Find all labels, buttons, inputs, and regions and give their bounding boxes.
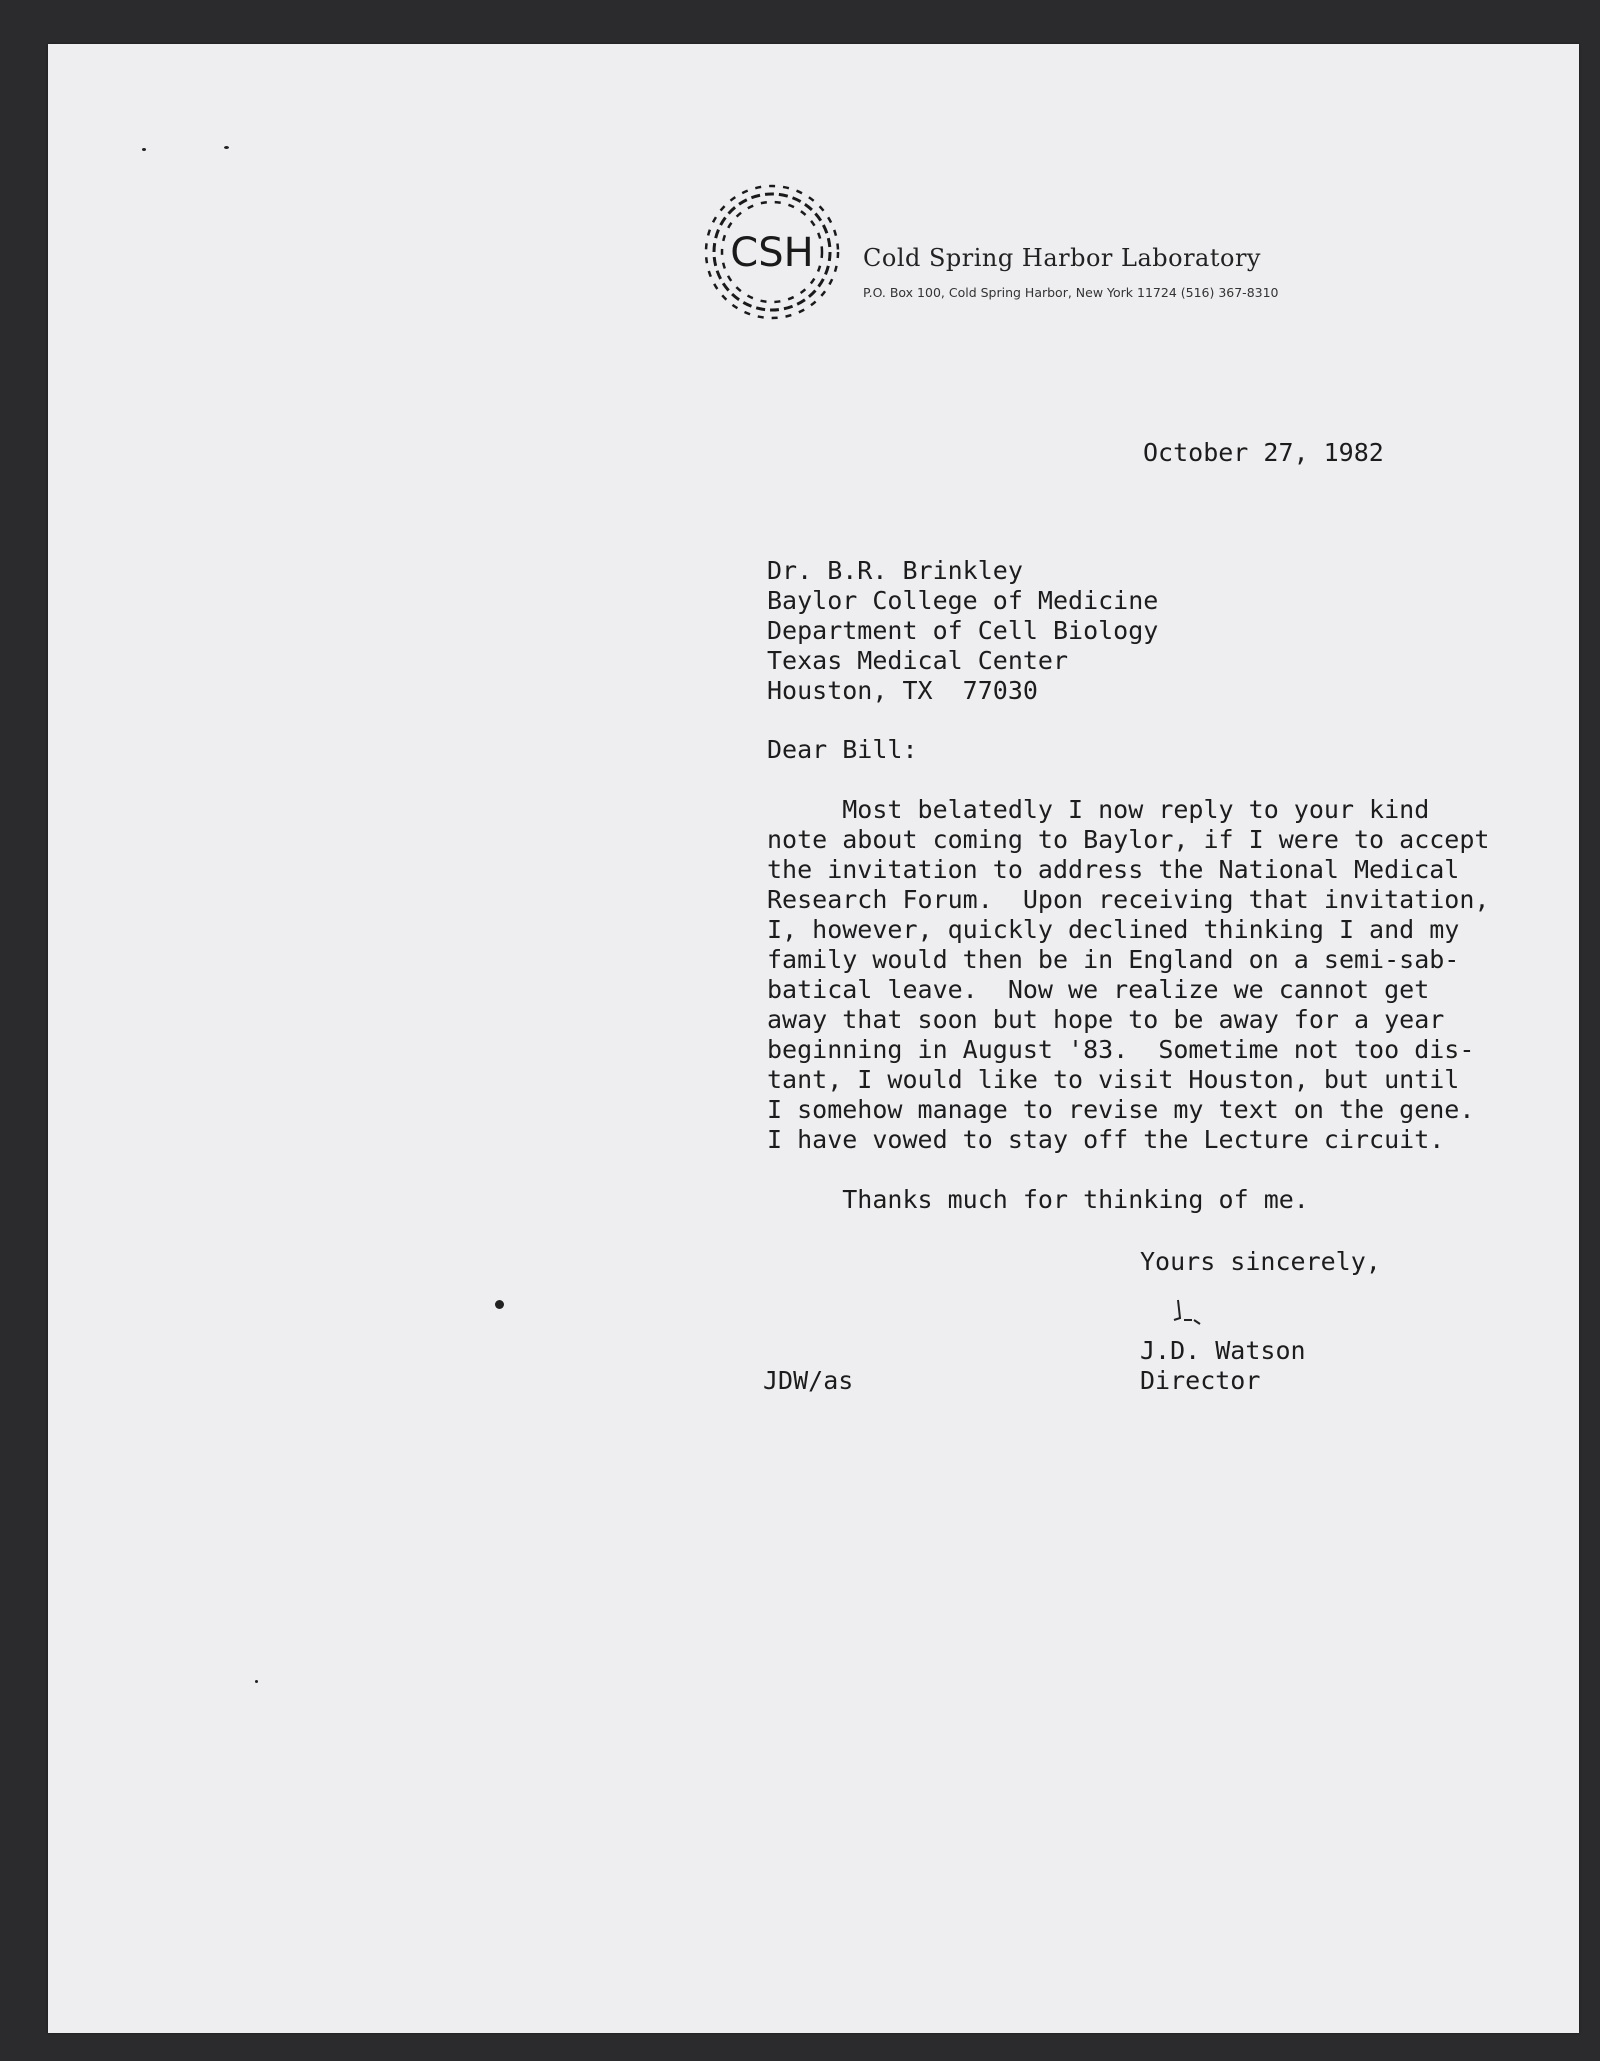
body-line: I have vowed to stay off the Lecture circuit. [767,1125,1445,1154]
organization-name: Cold Spring Harbor Laboratory [863,244,1261,272]
body-line: the invitation to address the National Medical [767,855,1460,884]
ink-speck [255,1680,258,1683]
salutation: Dear Bill: [767,735,918,764]
organization-address: P.O. Box 100, Cold Spring Harbor, New York 11724 (516) 367-8310 [863,285,1279,300]
body-line: I, however, quickly declined thinking I and my [767,915,1460,944]
signature-mark [1166,1296,1226,1328]
logo-text: CSH [730,230,814,276]
csh-logo [698,178,846,326]
ink-speck [142,148,146,151]
ink-speck [224,146,229,149]
recipient-line: Texas Medical Center [767,646,1069,675]
body-line: Research Forum. Upon receiving that invitation, [767,885,1490,914]
recipient-line: Department of Cell Biology [767,616,1159,645]
recipient-line: Baylor College of Medicine [767,586,1159,615]
body-line: batical leave. Now we realize we cannot get [767,975,1430,1004]
typist-initials: JDW/as [763,1366,854,1395]
body-line: away that soon but hope to be away for a year [767,1005,1445,1034]
body-line: note about coming to Baylor, if I were to accept [767,825,1490,854]
body-line: tant, I would like to visit Houston, but until [767,1065,1460,1094]
ink-speck [495,1300,504,1309]
recipient-line: Houston, TX 77030 [767,676,1038,705]
body-line: I somehow manage to revise my text on the gene. [767,1095,1475,1124]
recipient-line: Dr. B.R. Brinkley [767,556,1023,585]
body-line: beginning in August '83. Sometime not too dis- [767,1035,1475,1064]
letter-date: October 27, 1982 [1143,438,1384,467]
signer-name: J.D. Watson [1140,1336,1306,1365]
thanks-line: Thanks much for thinking of me. [767,1185,1309,1214]
body-line: Most belatedly I now reply to your kind [767,795,1430,824]
letter-page [48,44,1579,2033]
closing: Yours sincerely, [1140,1247,1381,1276]
signer-title: Director [1140,1366,1261,1395]
body-line: family would then be in England on a semi-sab- [767,945,1460,974]
